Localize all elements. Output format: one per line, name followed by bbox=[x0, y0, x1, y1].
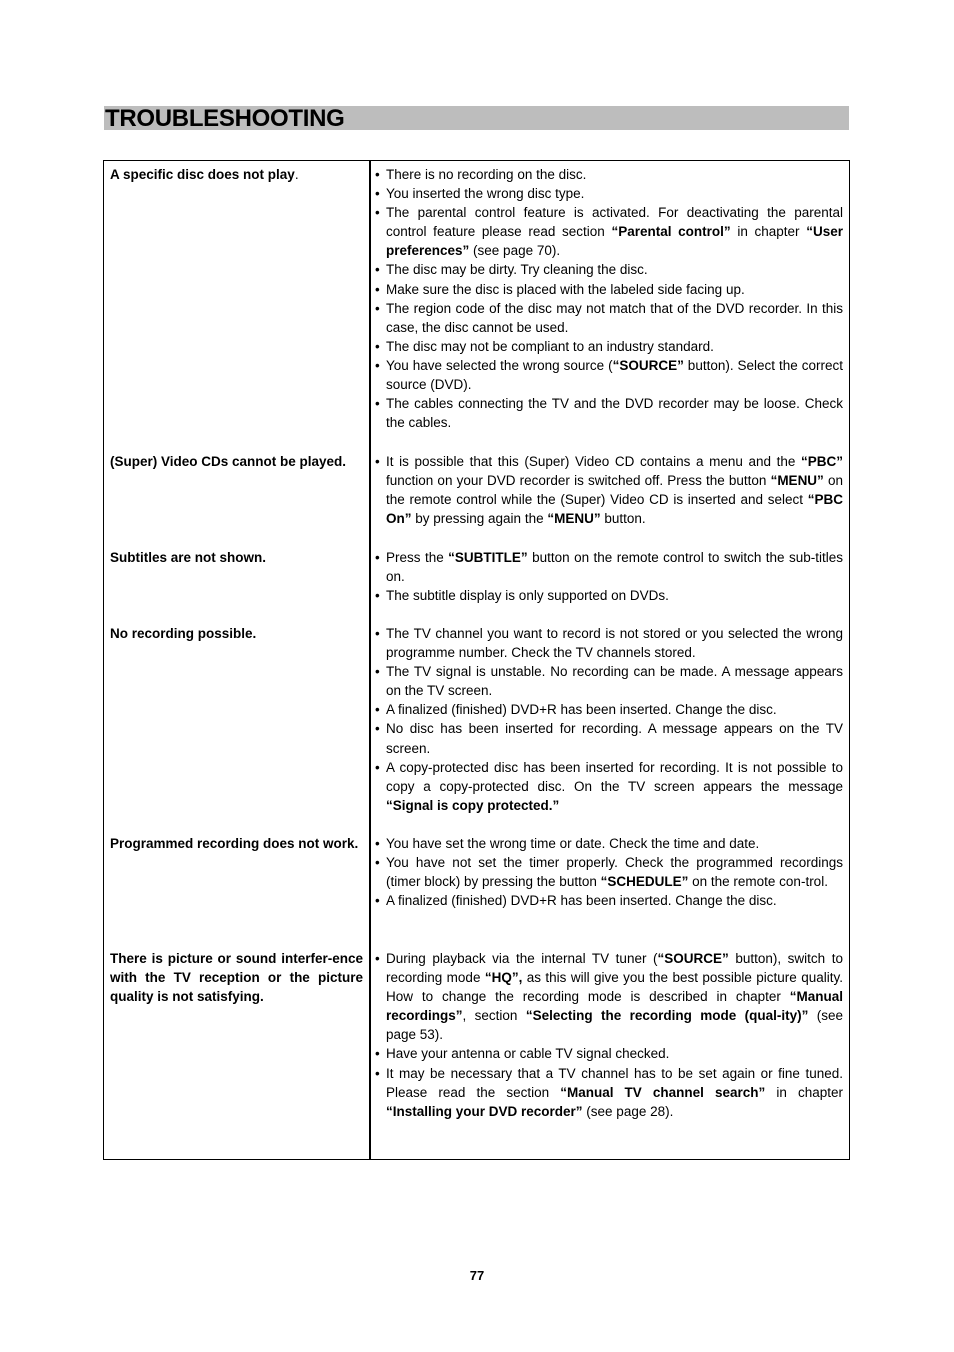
solution-text: You have set the wrong time or date. Check the time and date. bbox=[386, 836, 760, 851]
emphasized-text: “SOURCE” bbox=[612, 357, 684, 373]
bullet-marker: • bbox=[375, 1046, 380, 1062]
emphasized-text: “Installing your DVD recorder” bbox=[386, 1103, 583, 1119]
bullet-marker: • bbox=[375, 262, 380, 278]
problem-cell bbox=[110, 165, 363, 184]
emphasized-text: “HQ”, bbox=[484, 970, 523, 986]
solution-item bbox=[375, 758, 843, 815]
solution-text: in chapter bbox=[730, 224, 807, 240]
bullet-marker: • bbox=[375, 281, 380, 297]
solution-text: The cables connecting the TV and the DVD recorder may be loose. Check the cables. bbox=[386, 396, 843, 431]
problem-cell bbox=[110, 452, 363, 471]
solution-item bbox=[375, 203, 843, 260]
solution-text: in chapter bbox=[765, 1084, 843, 1100]
solution-text: button on the remote control to switch the sub-titles on. bbox=[386, 550, 843, 585]
section-title-bar bbox=[104, 106, 849, 130]
bullet-marker: • bbox=[375, 1065, 380, 1081]
solution-list bbox=[375, 949, 843, 1121]
problem-text: A specific disc does not play bbox=[110, 167, 295, 182]
solution-text: (see page 53). bbox=[386, 1008, 843, 1043]
solution-text: The subtitle display is only supported on DVDs. bbox=[386, 588, 669, 604]
problem-cell bbox=[110, 949, 363, 1006]
bullet-marker: • bbox=[375, 205, 380, 221]
solution-text: A finalized (finished) DVD+R has been inserted. Change the disc. bbox=[386, 893, 777, 909]
emphasized-text: “Signal is copy protected.” bbox=[386, 797, 560, 813]
emphasized-text: “SOURCE” bbox=[657, 951, 729, 966]
solution-text: (see page 70). bbox=[469, 243, 561, 259]
emphasized-text: “MENU” bbox=[547, 511, 601, 527]
solution-text: button. bbox=[600, 511, 646, 527]
solution-text: function on your DVD recorder is switched off. Press the button bbox=[386, 473, 771, 489]
solution-item bbox=[375, 548, 843, 586]
solution-text: as this will give you the best possible picture quality. How to change the recording mode is described in chapter bbox=[386, 970, 843, 1005]
solution-text: on the remote con-trol. bbox=[688, 874, 828, 890]
solution-item bbox=[375, 337, 843, 356]
solution-item bbox=[375, 452, 843, 528]
bullet-marker: • bbox=[375, 338, 380, 354]
solution-item bbox=[375, 1064, 843, 1121]
solution-text: The disc may be dirty. Try cleaning the disc. bbox=[386, 262, 648, 278]
bullet-marker: • bbox=[375, 855, 380, 871]
solution-text: A finalized (finished) DVD+R has been inserted. Change the disc. bbox=[386, 702, 777, 718]
solution-text: The TV channel you want to record is not stored or you selected the wrong programme number. Check the TV channels stored. bbox=[386, 626, 843, 661]
solution-text: by pressing again the bbox=[411, 511, 548, 527]
solution-item bbox=[375, 184, 843, 203]
emphasized-text: “Manual recordings” bbox=[386, 989, 843, 1024]
solution-item bbox=[375, 299, 843, 337]
bullet-marker: • bbox=[375, 626, 380, 641]
solution-text: During playback via the internal TV tuner ( bbox=[386, 951, 658, 966]
bullet-marker: • bbox=[375, 836, 380, 851]
solution-list bbox=[375, 548, 843, 605]
solution-item bbox=[375, 891, 843, 910]
emphasized-text: “SUBTITLE” bbox=[448, 550, 528, 565]
problem-text: There is picture or sound interfer-ence with the TV reception or the picture quality is not satisfying. bbox=[110, 951, 363, 1005]
solution-text: You have not set the timer properly. Check the programmed recordings (timer block) by pressing the button bbox=[386, 855, 843, 890]
emphasized-text: “MENU” bbox=[770, 473, 824, 489]
solution-text: button). Select the correct source (DVD). bbox=[386, 357, 843, 393]
bullet-marker: • bbox=[375, 550, 380, 565]
bullet-marker: • bbox=[375, 300, 380, 316]
solution-text: Make sure the disc is placed with the labeled side facing up. bbox=[386, 281, 745, 297]
problem-text: (Super) Video CDs cannot be played. bbox=[110, 454, 347, 469]
page-number: 77 bbox=[469, 1268, 485, 1283]
solution-text: The disc may not be compliant to an industry standard. bbox=[386, 338, 714, 354]
solution-text: It may be necessary that a TV channel has to be set again or fine tuned. Please read the section bbox=[386, 1065, 843, 1100]
bullet-marker: • bbox=[375, 357, 380, 373]
page-title: TROUBLESHOOTING bbox=[105, 105, 345, 132]
bullet-marker: • bbox=[375, 454, 380, 469]
problem-text-suffix: . bbox=[294, 167, 299, 182]
solution-list bbox=[375, 165, 843, 432]
problem-text: Programmed recording does not work. bbox=[110, 836, 359, 851]
solution-item bbox=[375, 853, 843, 891]
emphasized-text: “Manual TV channel search” bbox=[560, 1084, 766, 1100]
bullet-marker: • bbox=[375, 721, 380, 737]
solution-text: You inserted the wrong disc type. bbox=[386, 186, 585, 202]
solution-text: A copy-protected disc has been inserted for recording. It is not possible to copy a copy-protected disc. On the TV screen appears the message bbox=[386, 759, 843, 794]
solution-text: There is no recording on the disc. bbox=[386, 167, 587, 182]
problem-cell bbox=[110, 624, 363, 643]
solution-item bbox=[375, 624, 843, 662]
troubleshooting-table bbox=[103, 160, 850, 1160]
solution-item bbox=[375, 586, 843, 605]
bullet-marker: • bbox=[375, 664, 380, 680]
bullet-marker: • bbox=[375, 759, 380, 775]
problem-cell bbox=[110, 834, 363, 853]
bullet-marker: • bbox=[375, 702, 380, 718]
solution-text: No disc has been inserted for recording. A message appears on the TV screen. bbox=[386, 721, 843, 756]
bullet-marker: • bbox=[375, 396, 380, 412]
problem-cell bbox=[110, 548, 363, 567]
solution-text: You have selected the wrong source ( bbox=[386, 357, 613, 373]
solution-text: on the remote control while the (Super) Video CD is inserted and select bbox=[386, 473, 843, 508]
solution-item bbox=[375, 834, 843, 853]
bullet-marker: • bbox=[375, 167, 380, 182]
solution-item bbox=[375, 662, 843, 700]
bullet-marker: • bbox=[375, 186, 380, 202]
emphasized-text: “Parental control” bbox=[611, 224, 731, 240]
solution-list bbox=[375, 624, 843, 815]
solution-item bbox=[375, 280, 843, 299]
solution-list bbox=[375, 834, 843, 910]
emphasized-text: “Selecting the recording mode (qual-ity)” bbox=[525, 1008, 809, 1024]
emphasized-text: “PBC On” bbox=[386, 492, 843, 527]
emphasized-text: “User preferences” bbox=[386, 224, 843, 259]
solution-text: It is possible that this (Super) Video CD contains a menu and the bbox=[386, 454, 801, 469]
solution-text: Have your antenna or cable TV signal checked. bbox=[386, 1046, 670, 1062]
solution-item bbox=[375, 394, 843, 432]
solution-text: button), switch to recording mode bbox=[386, 951, 843, 986]
column-divider bbox=[369, 161, 371, 1159]
bullet-marker: • bbox=[375, 893, 380, 909]
solution-text: Press the bbox=[386, 550, 449, 565]
emphasized-text: “PBC” bbox=[800, 454, 843, 469]
solution-text: The parental control feature is activated. For deactivating the parental control feature please read section bbox=[386, 205, 843, 240]
solution-item bbox=[375, 1044, 843, 1063]
solution-text: The region code of the disc may not match that of the DVD recorder. In this case, the disc cannot be used. bbox=[386, 300, 843, 335]
bullet-marker: • bbox=[375, 951, 380, 966]
solution-item bbox=[375, 719, 843, 757]
solution-item bbox=[375, 260, 843, 279]
solution-item bbox=[375, 356, 843, 394]
solution-text: (see page 28). bbox=[582, 1103, 674, 1119]
solution-text: , section bbox=[462, 1008, 526, 1024]
bullet-marker: • bbox=[375, 588, 380, 604]
solution-item bbox=[375, 165, 843, 184]
solution-list bbox=[375, 452, 843, 528]
problem-text: Subtitles are not shown. bbox=[110, 550, 267, 565]
solution-item bbox=[375, 700, 843, 719]
solution-text: The TV signal is unstable. No recording can be made. A message appears on the TV screen. bbox=[386, 664, 843, 699]
solution-item bbox=[375, 949, 843, 1044]
emphasized-text: “SCHEDULE” bbox=[600, 874, 689, 890]
problem-text: No recording possible. bbox=[110, 626, 257, 641]
